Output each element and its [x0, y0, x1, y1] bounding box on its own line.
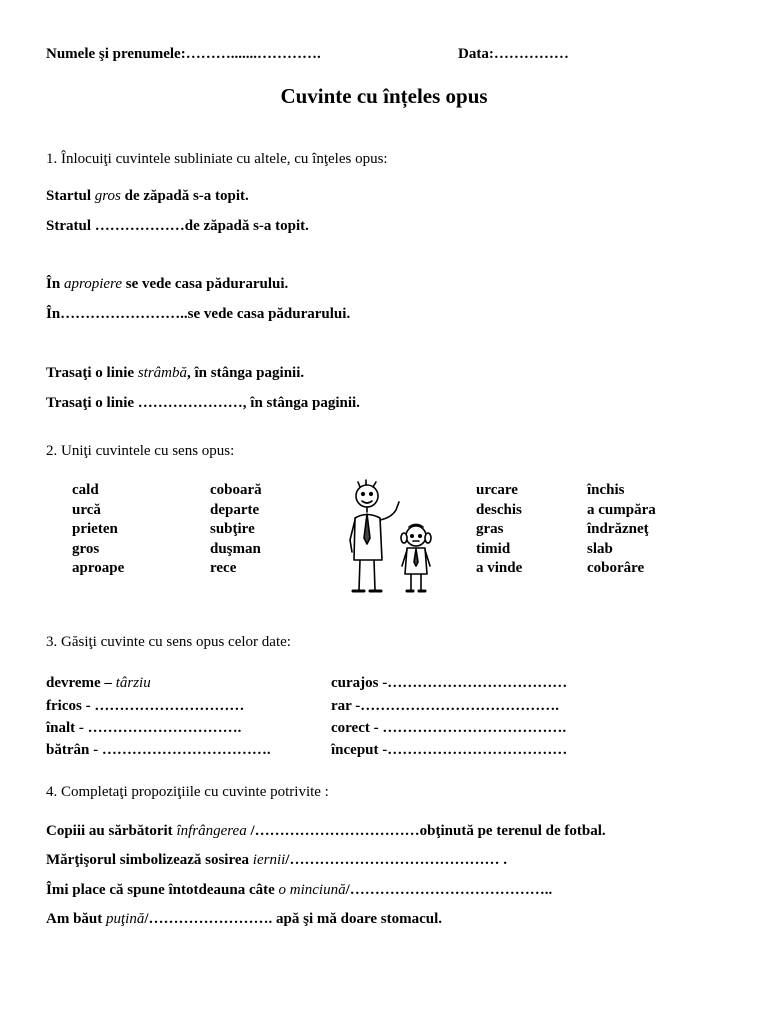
ex1-line: Startul gros de zăpadă s-a topit.: [46, 188, 249, 204]
word: slab: [587, 540, 613, 557]
word: a cumpăra: [587, 501, 656, 518]
date-label: Data:……………: [458, 46, 569, 62]
word: deschis: [476, 501, 522, 518]
ex3-right-item: curajos -………………………………: [331, 675, 568, 691]
word: aproape: [72, 560, 125, 576]
ex3-left-item: bătrân - …………………………….: [46, 742, 271, 758]
ex4-sentence: Îmi place că spune întotdeauna câte o minciună/…………………………………..: [46, 882, 553, 898]
word: coborâre: [587, 560, 645, 576]
word-column-2: [210, 481, 262, 579]
word: cald: [72, 482, 99, 498]
ex2-heading: 2. Uniţi cuvintele cu sens opus:: [46, 443, 235, 459]
ex4-sentence: Mărţişorul simbolizează sosirea iernii/…………………………………… .: [46, 852, 507, 868]
ex1-heading: 1. Înlocuiţi cuvintele subliniate cu altele, cu înţeles opus:: [46, 151, 388, 167]
ex3-left-item: înalt - ………………………….: [46, 720, 242, 736]
word-column-4: [587, 481, 656, 579]
word-column-3: [476, 481, 522, 579]
word: urcă: [72, 501, 101, 518]
ex3-heading: 3. Găsiţi cuvinte cu sens opus celor date:: [46, 634, 291, 650]
word: gros: [72, 540, 100, 557]
ex1-line: Trasaţi o linie …………………, în stânga paginii.: [46, 395, 360, 411]
word: rece: [210, 560, 237, 576]
ex3-left-item: devreme – târziu: [46, 675, 151, 691]
word: îndrăzneţ: [587, 521, 649, 537]
word: departe: [210, 501, 260, 518]
ex3-right-item: corect - ……………………………….: [331, 720, 567, 736]
ex3-left-item: fricos - …………………………: [46, 698, 245, 714]
name-label: Numele şi prenumele:……….......………….: [46, 46, 321, 62]
ex1-line: În apropiere se vede casa pădurarului.: [46, 276, 289, 292]
tall-and-short-figures-illustration: [336, 478, 452, 596]
ex1-line: Trasaţi o linie strâmbă, în stânga paginii.: [46, 365, 305, 381]
ex1-line: Stratul ………………de zăpadă s-a topit.: [46, 218, 309, 234]
ex4-heading: 4. Completaţi propoziţiile cu cuvinte potrivite :: [46, 784, 329, 800]
page-title: Cuvinte cu înțeles opus: [280, 84, 488, 108]
ex1-line: În……………………..se vede casa pădurarului.: [46, 306, 351, 322]
word: închis: [587, 482, 625, 498]
word: timid: [476, 540, 511, 557]
ex3-right-item: început -………………………………: [331, 742, 568, 758]
word: urcare: [476, 482, 518, 498]
word: duşman: [210, 540, 261, 557]
word-column-1: [72, 481, 124, 579]
ex3-right-item: rar -………………………………….: [331, 698, 560, 714]
word: gras: [476, 521, 504, 537]
word: prieten: [72, 521, 118, 537]
word: coboară: [210, 482, 262, 498]
ex4-sentence: Copiii au sărbătorit înfrângerea /……………………………obţinută pe terenul de fotbal.: [46, 823, 606, 839]
word: subţire: [210, 521, 255, 537]
ex4-sentence: Am băut puţină/……………………. apă şi mă doare stomacul.: [46, 911, 443, 927]
word: a vinde: [476, 560, 523, 576]
